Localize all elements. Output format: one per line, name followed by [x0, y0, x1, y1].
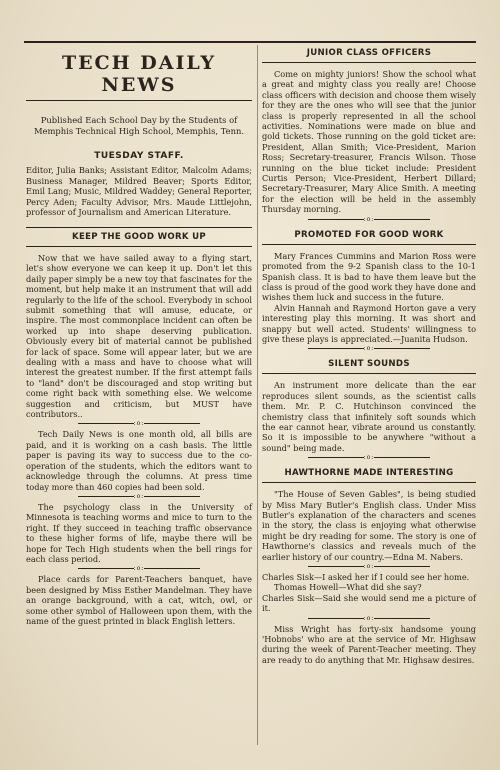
left-column [26, 42, 252, 626]
separator: :o: [26, 493, 252, 501]
article-psychology-class: The psychology class in the University of Minnesota is teaching worms and mice to turn to the right. If they succeed in teaching traffic observance to these higher forms of life, maybe there will be hope for Tech High students when the bell rings for each class period. [26, 501, 252, 564]
separator: :o: [26, 565, 252, 573]
publication-note: Published Each School Day by the Students of Memphis Technical High School, Memphis, Tenn. [33, 115, 245, 136]
article-play: Alvin Hannah and Raymond Horton gave a very interesting play this morning. It was short and snappy but well acted. Students' willingness to give these plays is appreciated.—Juanita Hudson. [262, 302, 476, 344]
separator: :o: [262, 454, 476, 462]
article-heading-keep-good-work: KEEP THE GOOD WORK UP [26, 227, 252, 247]
joke-line: Thomas Howell—What did she say? [274, 582, 422, 593]
masthead: TECH DAILY NEWS [26, 52, 252, 101]
article-heading-silent-sounds: SILENT SOUNDS [262, 355, 476, 374]
article-tech-daily-news-anniversary: Tech Daily News is one month old, all bills are paid, and it is working on a cash basis. The little paper is paving its way to success due to the co-operation of the students, which the editors want to acknowledge through the columns. At press time today more than 460 copies had been sold. [26, 429, 252, 492]
article-junior-class: Come on mighty juniors! Show the school what a great and mighty class you really are! Choose class officers with decision and choose them wisely for they are the ones who will see that the junior class is properly represented in all the school activities. Nominations were made on blue and gold tickets. Those running on the gold ticket are: President, Allan Smith; Vice-President, Marion Ross; Secretary-treasurer, Francis Wilson. Those running on the blue ticket include: President Curtis Person; Vice-President, Herbert Dillard; Secretary-Treasurer, Mary Alice Smith. A meeting for the election will be held in the assembly Thursday morning. [262, 69, 476, 215]
article-hawthorne: "The House of Seven Gables", is being studied by Miss Mary Butler's English class. Under Miss Butler's explanation of the characters and scenes in the story, the class is enjoying what otherwise might be dry reading for some. The story is one of Hawthorne's classics and reveals much of the earlier history of our country.—Edna M. Nabers. [262, 489, 476, 562]
article-promoted: Mary Frances Cummins and Marion Ross were promoted from the 9-2 Spanish class to the 10-1 Spanish class. It is bad to have them leave but the class is proud of the good work they have done and wishes them luck and success in the future. [262, 250, 476, 303]
right-column [262, 42, 476, 665]
separator: :o: [26, 420, 252, 428]
article-heading-junior-class: JUNIOR CLASS OFFICERS [262, 44, 476, 63]
joke-line: Charles Sisk—I asked her if I could see her home. [262, 572, 470, 583]
article-place-cards: Place cards for Parent-Teachers banquet, have been designed by Miss Esther Mandelman. They have an orange background, with a cat, witch, owl, or some other symbol of Halloween upon them, with the name of the guest printed in black English letters. [26, 574, 252, 626]
separator: :o: [262, 216, 476, 224]
separator: :o: [262, 563, 476, 571]
separator: :o: [262, 615, 476, 623]
article-heading-promoted: PROMOTED FOR GOOD WORK [262, 226, 476, 245]
article-hobnobs: Miss Wright has forty-six handsome young 'Hobnobs' who are at the service of Mr. Highsaw during the week of Parent-Teacher meeting. They are ready to do anything that Mr. Highsaw desires. [262, 623, 476, 665]
separator: :o: [262, 345, 476, 353]
column-divider [257, 45, 258, 745]
article-keep-good-work: Now that we have sailed away to a flying start, let's show everyone we can keep it up. Don't let this daily paper simply be a new toy that fascinates for the moment, but help make it an instrument that will add regularly to the life of the school. Everybody in school submit something that will amuse, educate, or inspire. The most commonplace incident can often be worked up into shape deserving publication. Obviously every bit of material cannot be published for lack of space. Some will appear later, but we are dealing with a mass and have to choose what will interest the greatest number. If the first attempt fails to "land" don't be discouraged and stop writing but come right back with something else. We welcome suggestion and criticism, but MUST have contributors.. [26, 252, 252, 420]
staff-list: Editor, Julia Banks; Assistant Editor, Malcolm Adams; Business Manager, Mildred Beaver; Sports Editor, Emil Lang; Music, Mildred Waddey; General Reporter, Percy Aden; Faculty Advisor, Mrs. Maude Littlejohn, professor of Journalism and American Literature. [26, 165, 252, 218]
article-heading-hawthorne: HAWTHORNE MADE INTERESTING [262, 464, 476, 483]
staff-heading: TUESDAY STAFF. [94, 151, 184, 161]
joke-line: Charles Sisk—Said she would send me a picture of it. [262, 592, 476, 614]
article-silent-sounds: An instrument more delicate than the ear reproduces silent sounds, as the scientist calls them. Mr. P. C. Hutchinson convinced the chemistry class that infinitely soft sounds which the ear cannot hear, vibrate around us constantly. So it is impossible to be anywhere "without a sound" being made. [262, 380, 476, 453]
